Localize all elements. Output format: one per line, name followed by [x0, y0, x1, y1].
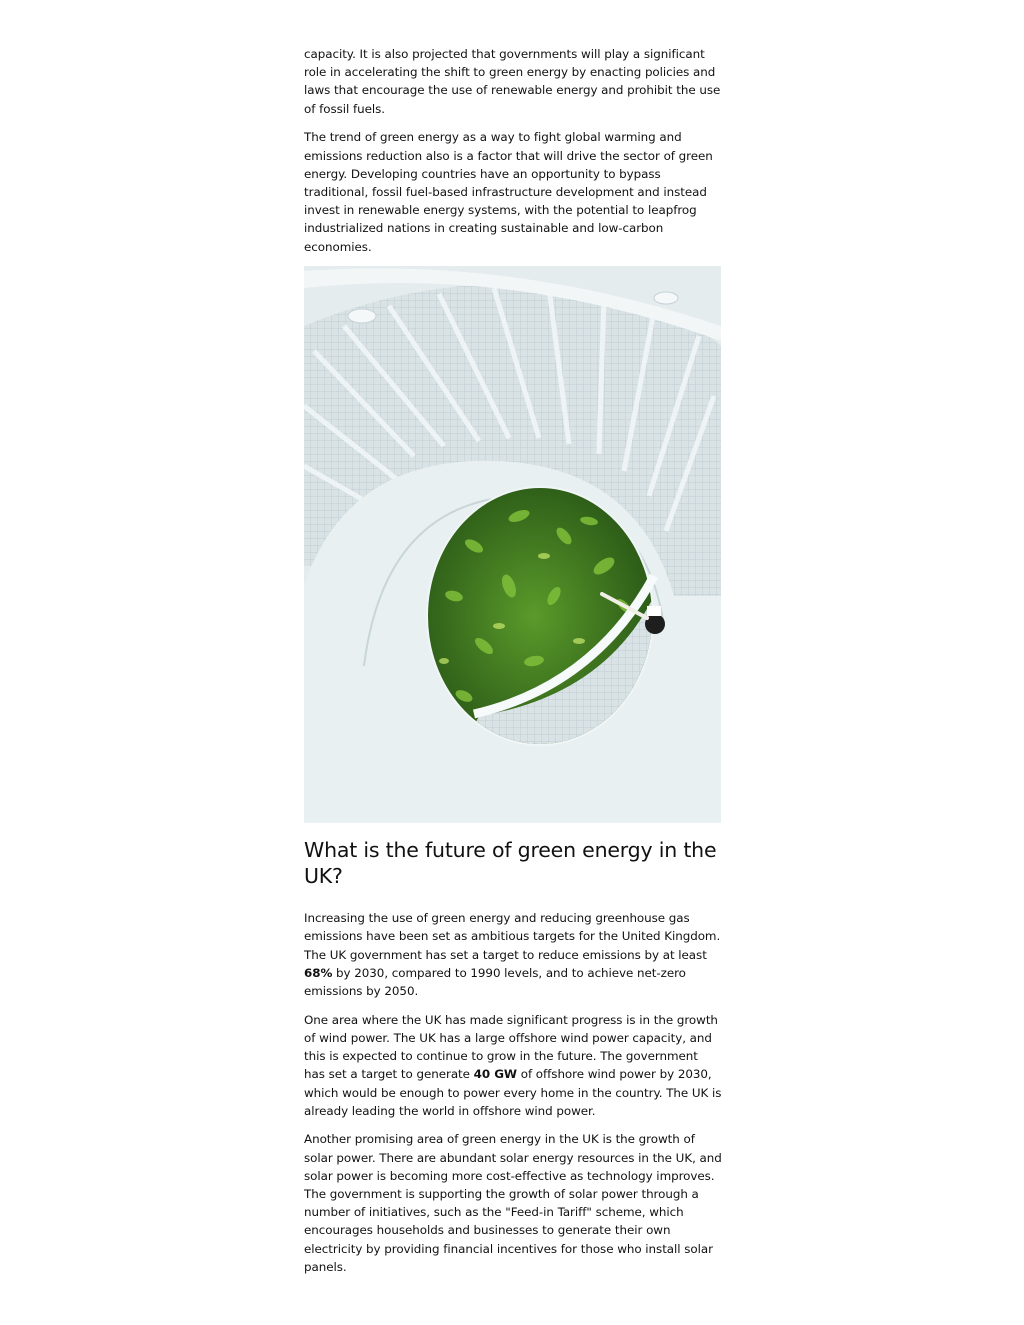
paragraph-uk-targets — [304, 909, 722, 1000]
text-run: of offshore wind power by 2030, which would be enough to power every home in the country. The UK is already leading the world in offshore wind power. — [304, 1067, 722, 1118]
text-run: Increasing the use of green energy and reducing greenhouse gas emissions have been set as ambitious targets for the United Kingdom. The UK government has set a target to reduce emissions by at least — [304, 911, 721, 962]
paragraph-wind-power — [304, 1011, 722, 1120]
section-heading: What is the future of green energy in the UK? — [304, 838, 717, 889]
spiral-staircase-photo — [304, 266, 721, 823]
text-run: One area where the UK has made significant progress is in the growth of wind power. The UK has a large offshore wind power capacity, and this is expected to continue to grow in the future. The government has set a target to generate — [304, 1012, 718, 1082]
highlight-40-gw: 40 GW — [473, 1067, 517, 1082]
article-body — [304, 45, 722, 1287]
paragraph-global-trend: The trend of green energy as a way to fight global warming and emissions reduction also is a factor that will drive the sector of green energy. Developing countries have an opportunity to bypass traditional, fossil fuel-based infrastructure development and instead invest in renewable energy systems, with the potential to leapfrog industrialized nations in creating sustainable and low-carbon economies. — [304, 130, 713, 254]
highlight-68-percent: 68% — [304, 965, 333, 980]
text-run: by 2030, compared to 1990 levels, and to achieve net-zero emissions by 2050. — [304, 965, 686, 999]
paragraph-solar-power: Another promising area of green energy in the UK is the growth of solar power. There are abundant solar energy resources in the UK, and solar power is becoming more cost-effective as technology improves. The government is supporting the growth of solar power through a number of initiatives, such as the "Feed-in Tariff" scheme, which encourages households and businesses to generate their own electricity by providing financial incentives for those who install solar panels. — [304, 1132, 722, 1274]
paragraph-intro-continued: capacity. It is also projected that governments will play a significant role in accelerating the shift to green energy by enacting policies and laws that encourage the use of renewable energy and prohibit the use of fossil fuels. — [304, 47, 721, 116]
